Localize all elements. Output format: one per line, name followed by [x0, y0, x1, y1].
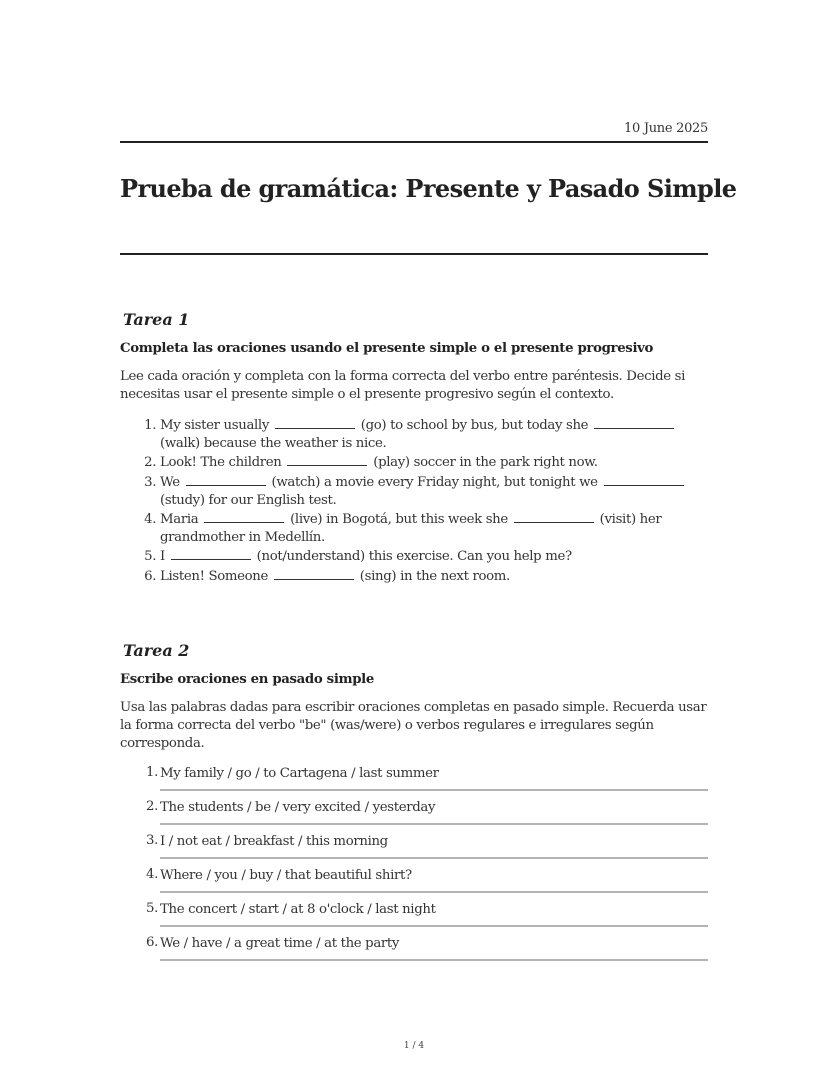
task-2-section	[120, 641, 708, 969]
item-text: Maria	[160, 512, 203, 528]
item-number: 3.	[146, 833, 158, 848]
item-text: (visit) her grandmother in Medellín.	[160, 512, 662, 546]
fill-item-3	[160, 473, 708, 510]
answer-line[interactable]	[160, 857, 708, 859]
task-2-list	[120, 765, 708, 969]
item-text: My sister usually	[160, 418, 273, 433]
item-text: (study) for our English test.	[160, 492, 337, 508]
answer-blank[interactable]	[204, 510, 284, 523]
answer-blank[interactable]	[186, 473, 266, 486]
item-text: I	[160, 549, 169, 565]
item-prompt: The concert / start / at 8 o'clock / last night	[160, 902, 436, 917]
answer-line[interactable]	[160, 823, 708, 825]
item-text: (not/understand) this exercise. Can you help me?	[252, 549, 572, 565]
write-item-1	[146, 765, 708, 799]
page-indicator: 1 / 4	[403, 1041, 425, 1051]
task-1-section	[120, 310, 708, 586]
item-prompt: Where / you / buy / that beautiful shirt?	[160, 868, 412, 883]
task-2-heading: Tarea 2	[123, 641, 190, 660]
answer-blank[interactable]	[514, 510, 594, 523]
fill-item-6	[160, 567, 708, 586]
item-number: 6.	[146, 935, 158, 950]
item-text: (sing) in the next room.	[355, 568, 510, 584]
item-prompt: My family / go / to Cartagena / last summer	[160, 766, 439, 781]
task-1-description: Lee cada oración y completa con la forma correcta del verbo entre paréntesis. Decide si necesitas usar el presente simple o el presente progresivo según el contexto.	[120, 369, 686, 402]
fill-item-5	[160, 547, 708, 566]
item-text: We	[160, 474, 184, 490]
item-number: 5.	[146, 901, 158, 916]
answer-blank[interactable]	[171, 547, 251, 560]
task-1-list	[120, 416, 708, 586]
item-prompt: The students / be / very excited / yesterday	[160, 800, 436, 815]
item-text: Listen! Someone	[160, 568, 272, 584]
write-item-2	[146, 799, 708, 833]
answer-line[interactable]	[160, 925, 708, 927]
item-text: (go) to school by bus, but today she	[356, 418, 593, 433]
write-item-6	[146, 935, 708, 969]
fill-item-4	[160, 510, 708, 547]
write-item-3	[146, 833, 708, 867]
fill-item-2	[160, 453, 708, 472]
answer-blank[interactable]	[275, 416, 355, 429]
header-divider	[120, 141, 708, 143]
item-number: 1.	[146, 765, 158, 780]
fill-item-1	[160, 416, 708, 453]
answer-line[interactable]	[160, 891, 708, 893]
item-number: 4.	[146, 867, 158, 882]
item-text: (walk) because the weather is nice.	[160, 436, 387, 452]
item-text: (live) in Bogotá, but this week she	[286, 512, 512, 528]
answer-blank[interactable]	[594, 416, 674, 429]
item-text: (play) soccer in the park right now.	[369, 455, 598, 471]
answer-line[interactable]	[160, 959, 708, 961]
document-date: 10 June 2025	[624, 121, 708, 136]
answer-blank[interactable]	[274, 567, 354, 580]
task-2-subtitle: Escribe oraciones en pasado simple	[120, 672, 374, 687]
task-1-subtitle: Completa las oraciones usando el presente simple o el presente progresivo	[120, 341, 654, 356]
task-2-description: Usa las palabras dadas para escribir oraciones completas en pasado simple. Recuerda usar la forma correcta del verbo "be" (was/were) o verbos regulares e irregulares según corresponda.	[120, 700, 707, 751]
item-text: Look! The children	[160, 455, 286, 471]
answer-blank[interactable]	[604, 473, 684, 486]
answer-blank[interactable]	[287, 453, 367, 466]
title-divider	[120, 253, 708, 255]
item-prompt: I / not eat / breakfast / this morning	[160, 834, 388, 849]
item-prompt: We / have / a great time / at the party	[160, 936, 400, 951]
page-title: Prueba de gramática: Presente y Pasado Simple	[120, 174, 737, 203]
item-number: 2.	[146, 799, 158, 814]
answer-line[interactable]	[160, 789, 708, 791]
item-text: (watch) a movie every Friday night, but tonight we	[267, 474, 602, 490]
write-item-5	[146, 901, 708, 935]
write-item-4	[146, 867, 708, 901]
task-1-heading: Tarea 1	[123, 310, 190, 329]
